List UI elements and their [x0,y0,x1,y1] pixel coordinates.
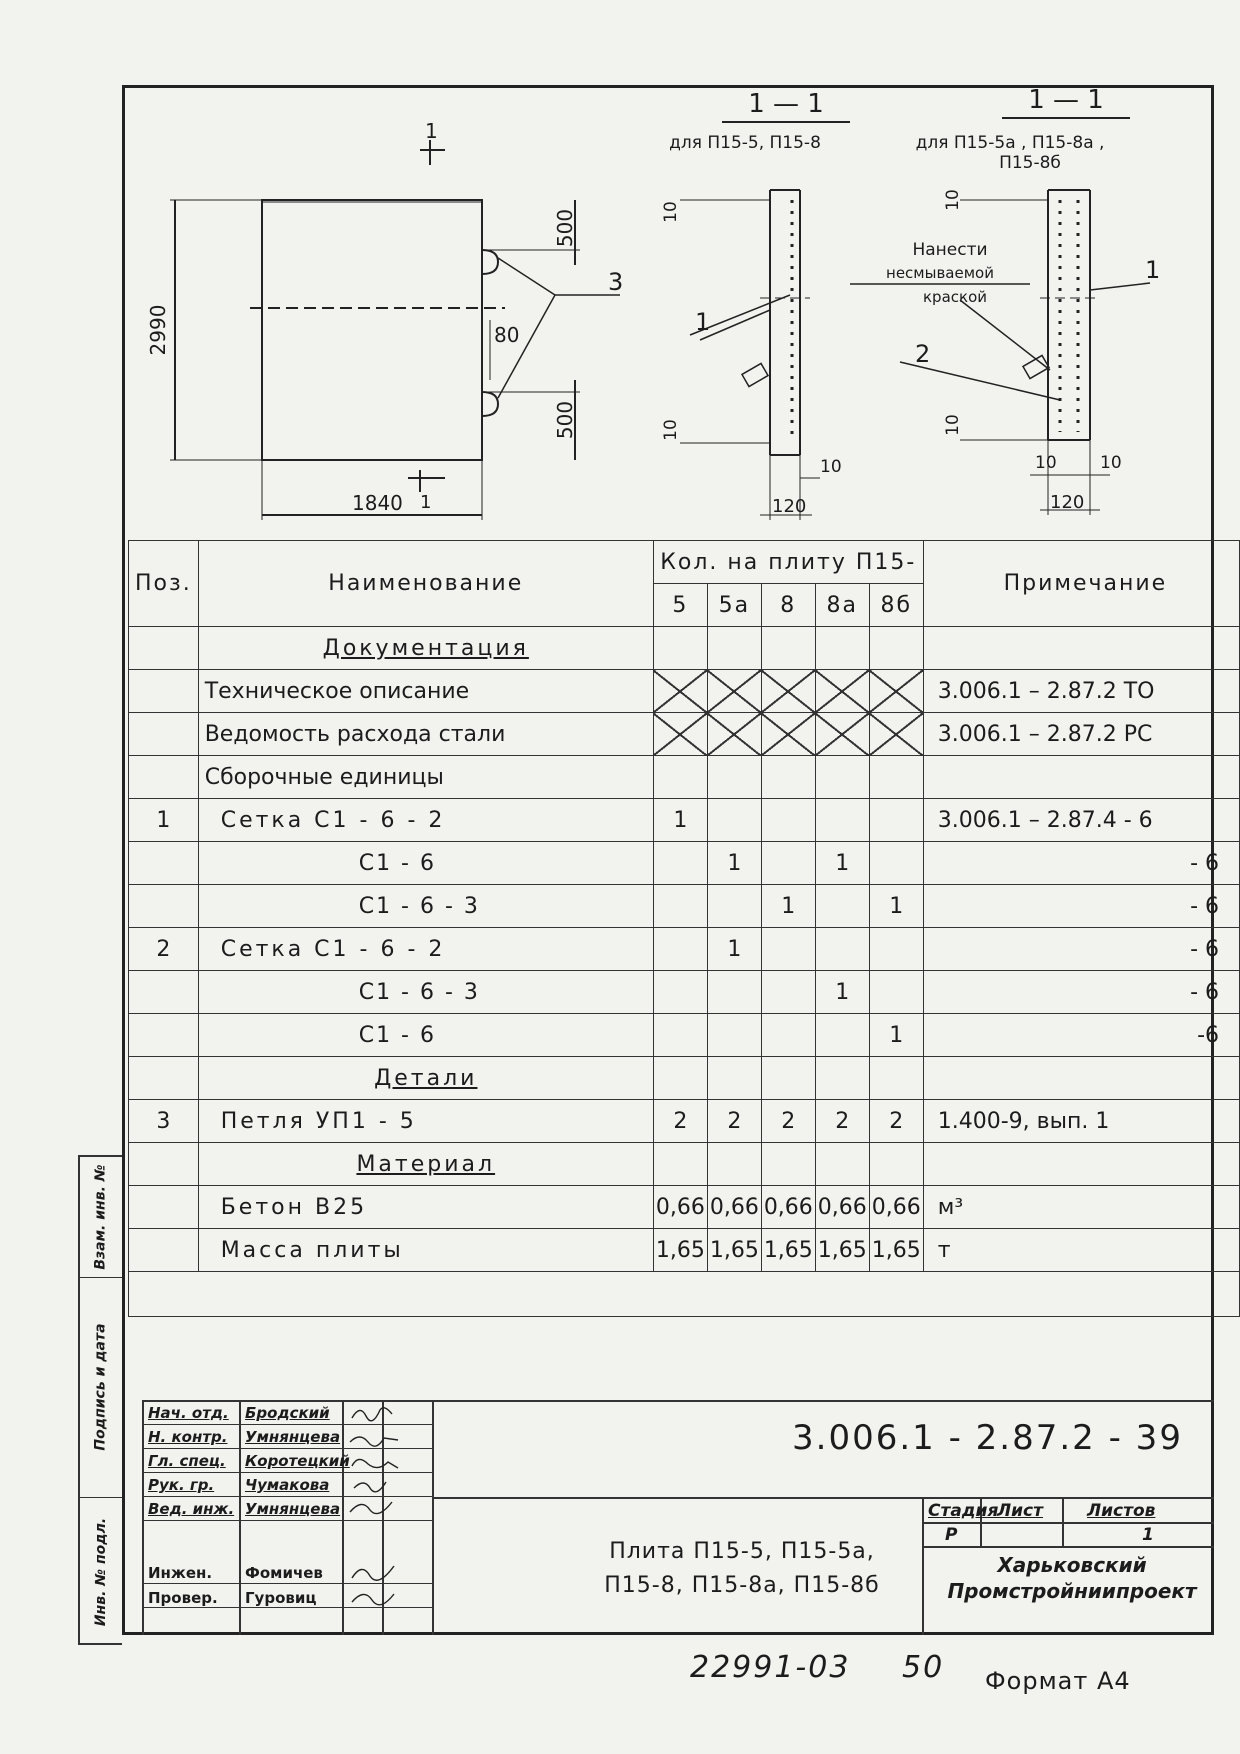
cell-qty [869,670,923,713]
table-row [129,885,1240,928]
cell-name: Детали [198,1057,653,1100]
table-row [129,1186,1240,1229]
role-label: Н. контр. [148,1428,228,1446]
cell-qty [869,713,923,756]
header-note: Примечание [923,541,1239,627]
table-row [129,1100,1240,1143]
cell-qty [707,1057,761,1100]
cell-note: 1.400-9, вып. 1 [923,1100,1239,1143]
table-row [129,670,1240,713]
section-a-subtitle: для П15-5, П15-8 [669,133,821,153]
cell-pos [129,756,199,799]
cell-note: -6 [923,1014,1239,1057]
cell-qty [653,842,707,885]
cell-qty [815,1057,869,1100]
cell-qty: 1 [707,928,761,971]
product-title-line-1: Плита П15-5, П15-5а, [609,1539,875,1564]
cell-qty [869,971,923,1014]
cell-pos: 3 [129,1100,199,1143]
cell-name: Масса плиты [198,1229,653,1272]
cell-pos [129,713,199,756]
section-a-title: 1 — 1 [748,89,824,119]
paper-format: Формат А4 [985,1667,1131,1695]
organization [932,1552,1212,1604]
header-pos: Поз. [129,541,199,627]
table-row [129,627,1240,670]
cell-note: т [923,1229,1239,1272]
cell-qty: 2 [869,1100,923,1143]
cell-qty [707,885,761,928]
cell-note: м³ [923,1186,1239,1229]
table-row [129,799,1240,842]
cell-qty: 1 [815,971,869,1014]
cell-qty [761,756,815,799]
cell-note [923,1057,1239,1100]
person-name: Коротецкий [245,1452,350,1470]
section-b-subtitle-1: для П15-5а , П15-8а , [915,133,1105,153]
cell-qty [761,971,815,1014]
cell-qty [869,1143,923,1186]
stage-value: Р [945,1525,958,1545]
cell-note: - 6 [923,842,1239,885]
cell-qty [761,713,815,756]
plan-height-dim: 2990 [146,304,170,356]
cell-qty [707,627,761,670]
role-label: Нач. отд. [148,1404,229,1422]
cell-qty: 1 [815,842,869,885]
cell-qty [707,1143,761,1186]
cell-name: Документация [198,627,653,670]
table-row [129,1057,1240,1100]
stamp-seg-inv: Инв. № подл. [93,1517,109,1627]
section-mark-top: 1 [425,119,438,143]
cell-qty [653,885,707,928]
lifting-loop-bottom [482,392,498,416]
cell-qty: 0,66 [815,1186,869,1229]
cell-pos [129,1186,199,1229]
cell-qty [653,971,707,1014]
table-row [129,842,1240,885]
cell-qty [707,756,761,799]
specification-table [128,540,1240,1317]
section-b-dim-right: 10 [1100,453,1122,473]
cell-qty: 1 [869,885,923,928]
cell-qty [653,928,707,971]
cell-qty [815,885,869,928]
note-line-1: Нанести [912,240,988,260]
cell-qty [815,799,869,842]
cell-note [923,756,1239,799]
cell-name: С1 - 6 [198,842,653,885]
cell-note: - 6 [923,885,1239,928]
note-line-2: несмываемой [886,264,994,282]
plan-width-dim: 1840 [352,491,403,515]
section-a-dim-top: 10 [661,201,681,223]
cell-qty [869,1057,923,1100]
title-block [142,1400,1214,1635]
cell-name: С1 - 6 - 3 [198,971,653,1014]
slab-plan-outline [262,200,482,460]
variant-header: 8 [761,584,815,627]
person-name: Умнянцева [245,1500,341,1518]
blank-row [129,1272,1240,1317]
cell-qty [761,1143,815,1186]
table-row [129,971,1240,1014]
cell-note [923,627,1239,670]
cell-qty [815,713,869,756]
cell-note: 3.006.1 – 2.87.4 - 6 [923,799,1239,842]
cell-qty [761,670,815,713]
cell-qty: 1,65 [761,1229,815,1272]
section-b-subtitle-2: П15-8б [999,153,1061,173]
cell-name: Техническое описание [198,670,653,713]
cell-pos [129,971,199,1014]
cell-qty: 2 [707,1100,761,1143]
variant-header: 5 [653,584,707,627]
cell-qty [815,1143,869,1186]
cell-qty [653,756,707,799]
cell-qty: 0,66 [761,1186,815,1229]
cell-pos [129,1057,199,1100]
stamp-seg-replace: Взам. инв. № [80,1157,122,1278]
org-line-1: Харьковский [997,1553,1147,1577]
cell-note: - 6 [923,928,1239,971]
table-row [129,713,1240,756]
cell-qty [761,928,815,971]
cell-qty: 0,66 [869,1186,923,1229]
sheets-value: 1 [1142,1525,1154,1545]
person-name: Умнянцева [245,1428,341,1446]
cell-note: 3.006.1 – 2.87.2 ТО [923,670,1239,713]
cell-qty [707,799,761,842]
section-b-callout-1: 1 [1145,256,1161,284]
cell-pos [129,1014,199,1057]
cell-qty [653,713,707,756]
person-name: Фомичев [245,1564,323,1582]
section-b-callout-2: 2 [915,340,931,368]
role-label: Вед. инж. [148,1500,235,1518]
cell-qty [869,928,923,971]
cell-qty: 1,65 [653,1229,707,1272]
archive-code [690,1650,944,1685]
cell-qty [761,842,815,885]
sheet-label: Лист [997,1501,1043,1521]
plan-gap-dim: 80 [494,323,520,347]
stamp-seg-sign: Подпись и дата [80,1277,122,1498]
cell-qty [761,627,815,670]
cell-pos [129,842,199,885]
cell-pos [129,1143,199,1186]
role-label: Провер. [148,1589,218,1607]
cell-qty: 1 [761,885,815,928]
section-b-dim-top: 10 [943,189,963,211]
person-name: Гуровиц [245,1589,317,1607]
cell-qty [815,756,869,799]
cell-name: Бетон В25 [198,1186,653,1229]
table-row [129,928,1240,971]
person-name: Чумакова [245,1476,330,1494]
role-label: Инжен. [148,1564,213,1582]
variant-header: 8б [869,584,923,627]
cell-name: Сборочные единицы [198,756,653,799]
vertical-stamp [78,1155,122,1645]
stage-label: Стадия [928,1501,999,1521]
cell-name: С1 - 6 - 3 [198,885,653,928]
cell-name: Петля УП1 - 5 [198,1100,653,1143]
cell-qty [707,971,761,1014]
section-b-dim-bottom: 10 [943,414,963,436]
cell-qty: 1,65 [869,1229,923,1272]
cell-qty: 1,65 [815,1229,869,1272]
cell-qty [869,799,923,842]
product-title-line-2: П15-8, П15-8а, П15-8б [604,1573,880,1598]
archive-number: 22991-03 [690,1650,851,1685]
cell-qty [707,670,761,713]
cell-qty [761,799,815,842]
technical-drawing [0,0,1240,540]
cell-name: Материал [198,1143,653,1186]
cell-pos: 1 [129,799,199,842]
section-b-dim-width: 120 [1050,492,1085,513]
cell-qty [815,627,869,670]
cell-qty [869,627,923,670]
role-label: Рук. гр. [148,1476,215,1494]
cell-pos [129,627,199,670]
person-name: Бродский [245,1404,330,1422]
cell-qty: 2 [653,1100,707,1143]
cell-name: Ведомость расхода стали [198,713,653,756]
cell-note: - 6 [923,971,1239,1014]
cell-name: Сетка С1 - 6 - 2 [198,928,653,971]
cell-qty: 0,66 [653,1186,707,1229]
cell-qty [869,756,923,799]
cell-qty: 1,65 [707,1229,761,1272]
cell-qty [869,842,923,885]
cell-qty: 1 [653,799,707,842]
section-a-callout: 1 [695,308,711,336]
cell-qty: 2 [815,1100,869,1143]
cell-qty: 0,66 [707,1186,761,1229]
cell-qty [815,1014,869,1057]
page-number: 50 [901,1650,945,1685]
header-qty: Кол. на плиту П15- [653,541,923,584]
variant-header: 5а [707,584,761,627]
table-row [129,1014,1240,1057]
document-number: 3.006.1 - 2.87.2 - 39 [792,1418,1183,1458]
lifting-loop-top [482,250,498,274]
cell-note [923,1143,1239,1186]
sheets-label: Листов [1087,1501,1156,1521]
section-a-dim-bottom: 10 [661,419,681,441]
cell-pos [129,1229,199,1272]
signatures [344,1400,404,1635]
cell-qty [815,670,869,713]
table-row [129,756,1240,799]
product-title [552,1535,932,1603]
cell-qty: 1 [869,1014,923,1057]
cell-name: С1 - 6 [198,1014,653,1057]
section-b-title: 1 — 1 [1028,85,1104,115]
cell-name: Сетка С1 - 6 - 2 [198,799,653,842]
cell-qty: 2 [761,1100,815,1143]
header-name: Наименование [198,541,653,627]
cell-qty [707,713,761,756]
org-line-2: Промстройниипроект [947,1579,1197,1603]
cell-pos [129,670,199,713]
plan-top-dim: 500 [553,208,577,248]
callout-loop: 3 [608,268,624,296]
cell-qty [761,1014,815,1057]
cell-qty [653,1057,707,1100]
section-a-dim-side: 10 [820,457,842,477]
cell-pos: 2 [129,928,199,971]
role-label: Гл. спец. [148,1452,226,1470]
cell-pos [129,885,199,928]
cell-qty [653,627,707,670]
plan-bottom-dim: 500 [553,400,577,440]
variant-header: 8а [815,584,869,627]
section-a-dim-width: 120 [772,496,807,517]
cell-qty [761,1057,815,1100]
cell-qty [815,928,869,971]
section-b-dim-left: 10 [1035,453,1057,473]
cell-qty [653,1143,707,1186]
note-line-3: краской [922,288,988,306]
section-mark-bottom: 1 [420,492,432,513]
cell-note: 3.006.1 – 2.87.2 РС [923,713,1239,756]
cell-qty: 1 [707,842,761,885]
cell-qty [707,1014,761,1057]
table-row [129,1229,1240,1272]
cell-qty [653,1014,707,1057]
table-row [129,1143,1240,1186]
cell-qty [653,670,707,713]
